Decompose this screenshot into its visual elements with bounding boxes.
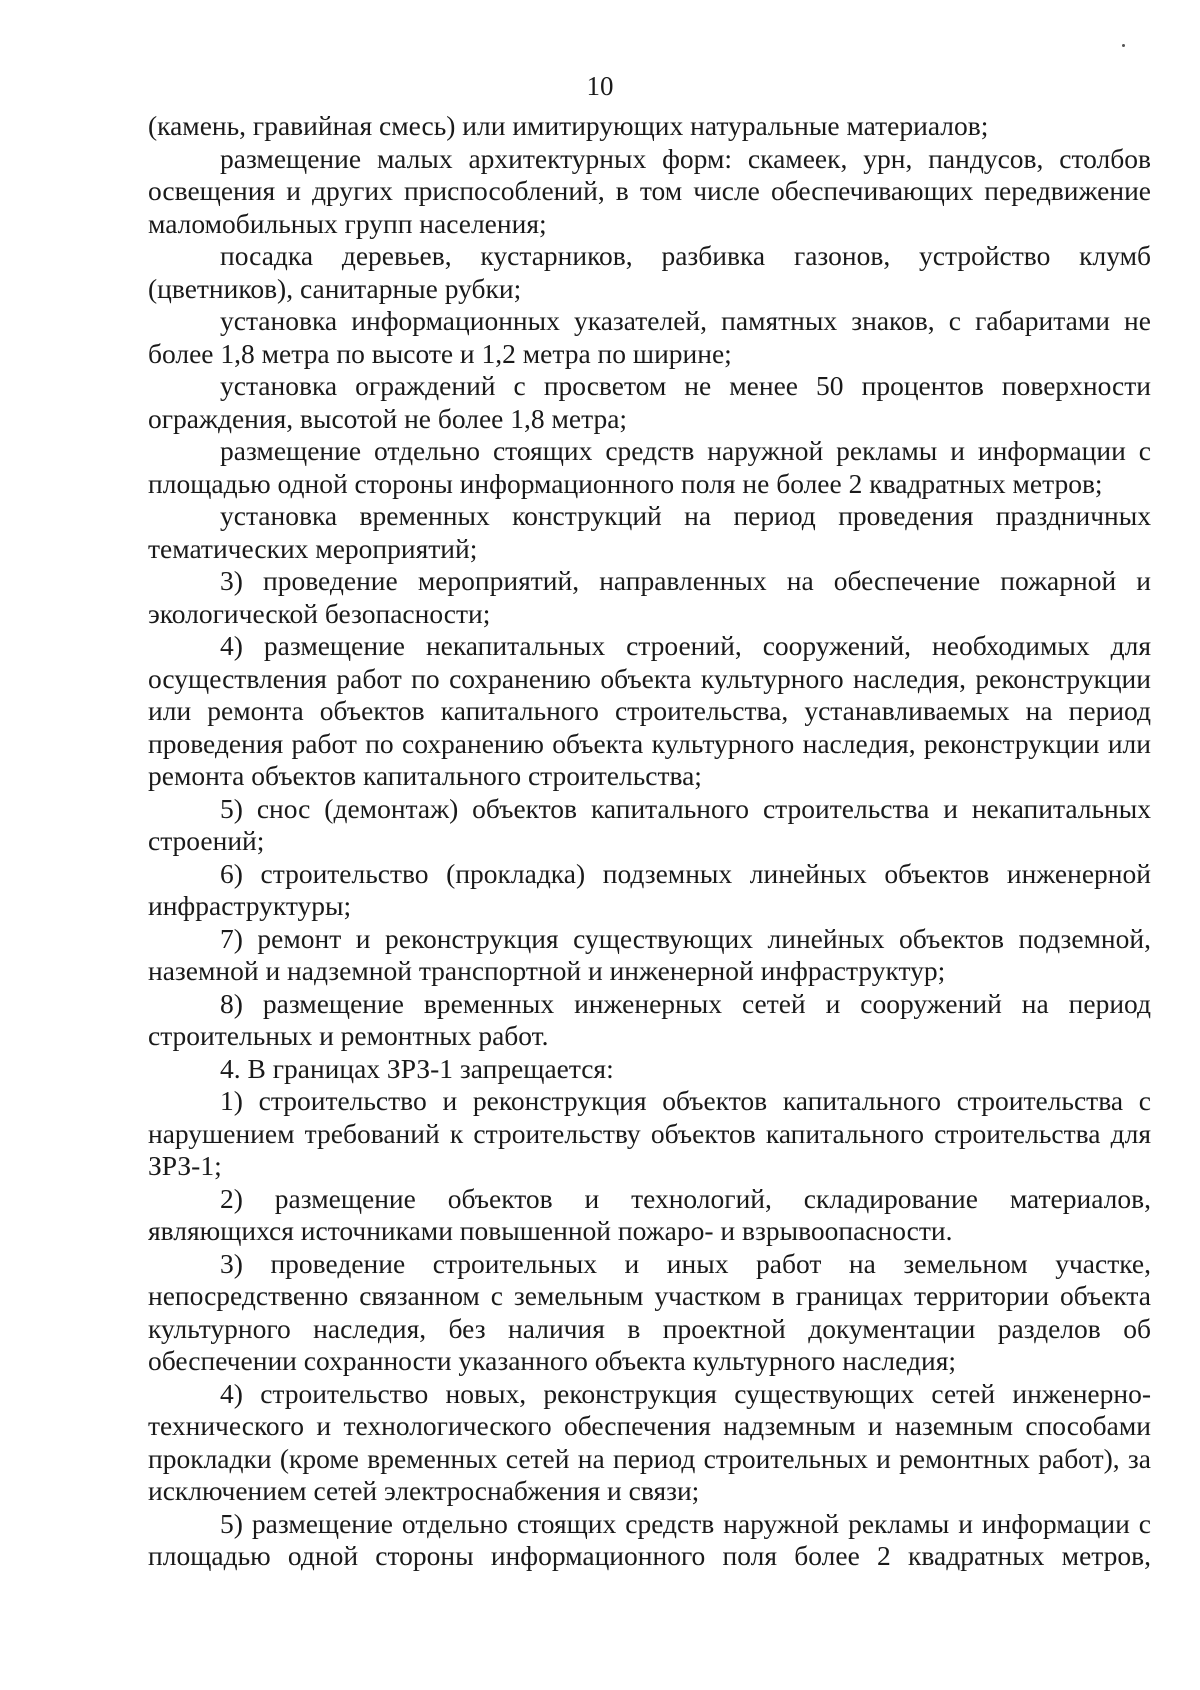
paragraph: 4) строительство новых, реконструкция существующих сетей инженерно-технического и технологического обеспечения надземным и наземным способами прокладки (кроме временных сетей на период строительных и ремонтных работ), за исключением сетей электроснабжения и связи; (148, 1377, 1151, 1506)
paragraph: 6) строительство (прокладка) подземных линейных объектов инженерной инфраструктуры; (148, 857, 1151, 921)
paragraph: установка временных конструкций на период проведения праздничных тематических мероприятий; (148, 500, 1151, 564)
scan-speck (1122, 44, 1125, 47)
page-number: 10 (586, 71, 614, 101)
paragraph: установка ограждений с просветом не менее 50 процентов поверхности ограждения, высотой не более 1,8 метра; (148, 370, 1151, 434)
paragraph: 3) проведение мероприятий, направленных на обеспечение пожарной и экологической безопасности; (148, 565, 1151, 629)
paragraph: 5) снос (демонтаж) объектов капитального строительства и некапитальных строений; (148, 792, 1151, 856)
paragraph: размещение малых архитектурных форм: скамеек, урн, пандусов, столбов освещения и других приспособлений, в том числе обеспечивающих передвижение маломобильных групп населения; (148, 142, 1151, 239)
paragraph: установка информационных указателей, памятных знаков, с габаритами не более 1,8 метра по высоте и 1,2 метра по ширине; (148, 305, 1151, 369)
paragraph: (камень, гравийная смесь) или имитирующих натуральные материалов; (148, 110, 989, 141)
paragraph: 2) размещение объектов и технологий, складирование материалов, являющихся источниками повышенной пожаро- и взрывоопасности. (148, 1182, 1151, 1246)
paragraph: 8) размещение временных инженерных сетей и сооружений на период строительных и ремонтных работ. (148, 987, 1151, 1051)
section-heading: 4. В границах ЗРЗ-1 запрещается: (220, 1052, 614, 1084)
paragraph: размещение отдельно стоящих средств наружной рекламы и информации с площадью одной стороны информационного поля не более 2 квадратных метров; (148, 435, 1151, 499)
paragraph: посадка деревьев, кустарников, разбивка газонов, устройство клумб (цветников), санитарные рубки; (148, 240, 1151, 304)
paragraph: 1) строительство и реконструкция объектов капитального строительства с нарушением требований к строительству объектов капитального строительства для ЗРЗ-1; (148, 1085, 1151, 1181)
paragraph: 4) размещение некапитальных строений, сооружений, необходимых для осуществления работ по сохранению объекта культурного наследия, реконструкции или ремонта объектов капитального строительства, устанавливаемых на период проведения работ по сохранению объекта культурного наследия, реконструкции или ремонта объектов капитального строительства; (148, 630, 1151, 791)
paragraph: 7) ремонт и реконструкция существующих линейных объектов подземной, наземной и надземной транспортной и инженерной инфраструктур; (148, 922, 1151, 986)
document-body (148, 110, 1151, 1573)
paragraph: 5) размещение отдельно стоящих средств наружной рекламы и информации с площадью одной стороны информационного поля более 2 квадратных метров, (148, 1507, 1151, 1571)
paragraph: 3) проведение строительных и иных работ на земельном участке, непосредственно связанном с земельным участком в границах территории объекта культурного наследия, без наличия в проектной документации разделов об обеспечении сохранности указанного объекта культурного наследия; (148, 1247, 1151, 1376)
